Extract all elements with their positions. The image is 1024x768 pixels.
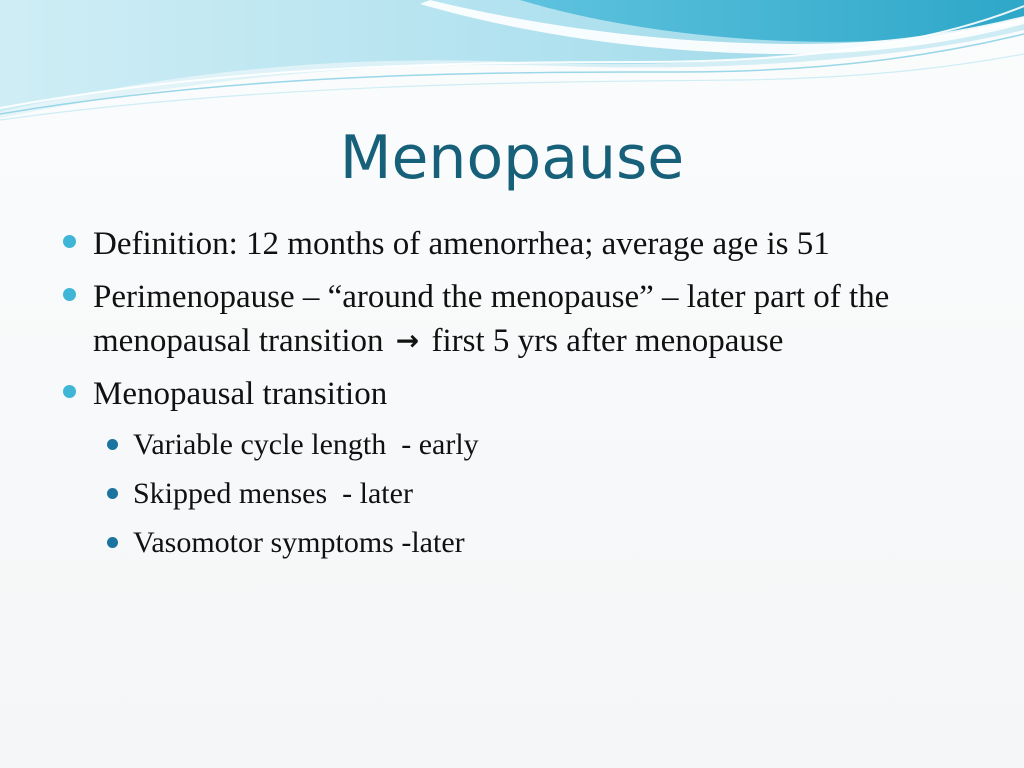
right-arrow-icon: → xyxy=(395,324,420,357)
bullet-text-continued: first 5 yrs after menopause xyxy=(431,323,784,359)
subbullet-dot-icon xyxy=(107,439,118,450)
bullet-item-perimenopause xyxy=(62,275,962,363)
header-wave-decoration xyxy=(0,0,1024,130)
bullet-item-definition xyxy=(62,222,962,266)
bullet-dot-icon xyxy=(63,288,76,301)
bullet-item-menopausal-transition xyxy=(62,372,962,416)
subbullet-dot-icon xyxy=(107,537,118,548)
bullet-dot-icon xyxy=(63,385,76,398)
subbullet-text: Skipped menses - later xyxy=(133,477,413,510)
slide-title: Menopause xyxy=(339,123,685,193)
subbullet-dot-icon xyxy=(107,488,118,499)
subbullet-item xyxy=(106,523,962,563)
subbullet-item xyxy=(106,474,962,514)
subbullet-item xyxy=(106,425,962,465)
bullet-dot-icon xyxy=(63,235,76,248)
bullet-text: Definition: 12 months of amenorrhea; average age is 51 xyxy=(93,226,830,262)
bullet-list xyxy=(62,222,962,572)
bullet-text: Perimenopause – “around the menopause” – later part of the menopausal transition xyxy=(93,279,890,359)
bullet-text: Menopausal transition xyxy=(93,376,388,412)
subbullet-text: Vasomotor symptoms -later xyxy=(133,526,465,559)
subbullet-text: Variable cycle length - early xyxy=(133,428,479,461)
